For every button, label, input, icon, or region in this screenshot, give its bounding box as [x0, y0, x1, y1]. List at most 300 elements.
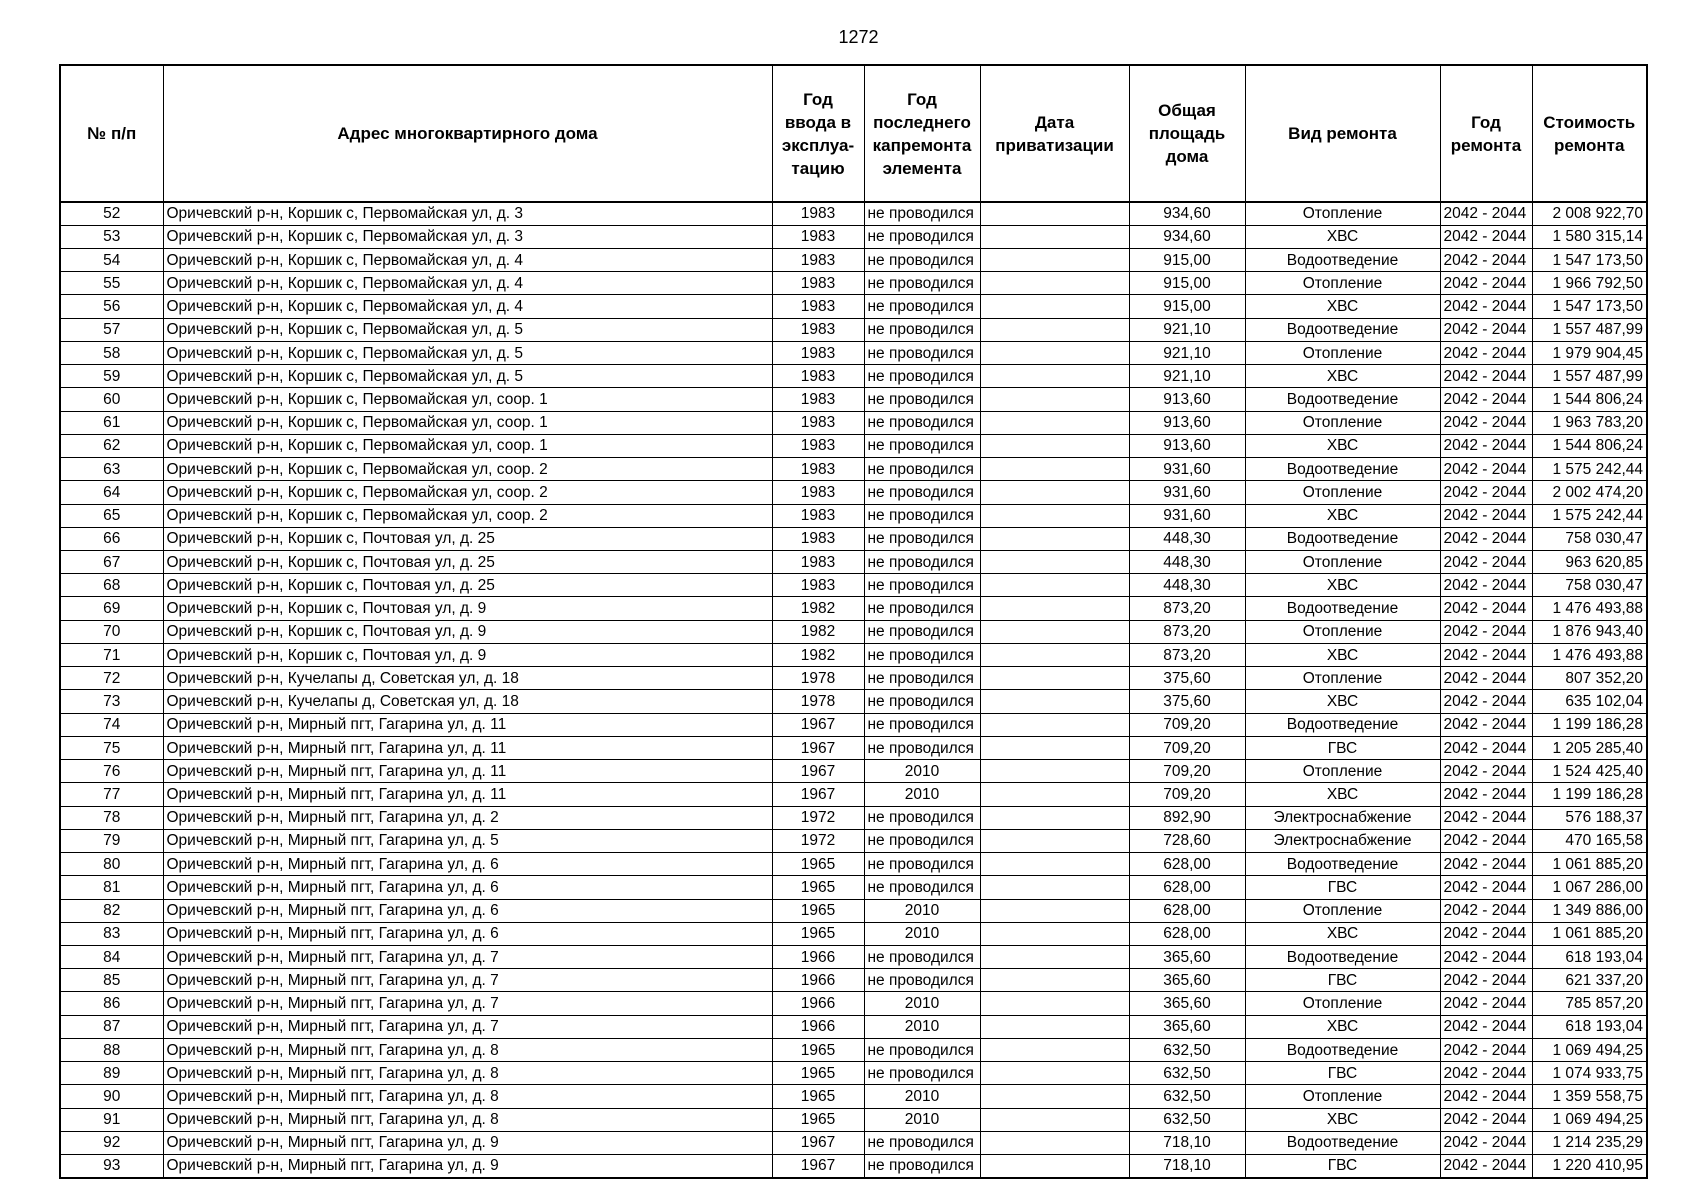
cell-cost: 576 188,37: [1532, 806, 1647, 829]
cell-last-overhaul: не проводился: [864, 388, 980, 411]
table-row: [60, 1108, 1647, 1131]
table-row: [60, 202, 1647, 225]
header-address: Адрес многоквартирного дома: [163, 65, 772, 202]
cell-repair-year: 2042 - 2044: [1440, 667, 1532, 690]
cell-year-built: 1967: [772, 783, 864, 806]
cell-repair-year: 2042 - 2044: [1440, 597, 1532, 620]
cell-last-overhaul: не проводился: [864, 969, 980, 992]
cell-cost: 618 193,04: [1532, 946, 1647, 969]
cell-last-overhaul: не проводился: [864, 411, 980, 434]
cell-repair-type: ХВС: [1245, 295, 1440, 318]
cell-last-overhaul: не проводился: [864, 551, 980, 574]
cell-repair-year: 2042 - 2044: [1440, 806, 1532, 829]
cell-last-overhaul: не проводился: [864, 643, 980, 666]
cell-year-built: 1983: [772, 272, 864, 295]
cell-repair-type: Отопление: [1245, 667, 1440, 690]
cell-area: 628,00: [1129, 853, 1245, 876]
cell-cost: 1 476 493,88: [1532, 643, 1647, 666]
cell-area: 448,30: [1129, 527, 1245, 550]
cell-last-overhaul: 2010: [864, 992, 980, 1015]
cell-repair-type: Отопление: [1245, 341, 1440, 364]
cell-repair-year: 2042 - 2044: [1440, 1155, 1532, 1178]
cell-repair-type: Водоотведение: [1245, 853, 1440, 876]
cell-cost: 1 544 806,24: [1532, 434, 1647, 457]
cell-year-built: 1983: [772, 434, 864, 457]
cell-repair-year: 2042 - 2044: [1440, 295, 1532, 318]
cell-cost: 1 876 943,40: [1532, 620, 1647, 643]
cell-num: 53: [60, 225, 163, 248]
cell-address: Оричевский р-н, Мирный пгт, Гагарина ул, д. 11: [163, 736, 772, 759]
cell-num: 71: [60, 643, 163, 666]
cell-last-overhaul: 2010: [864, 899, 980, 922]
cell-privatization: [980, 225, 1129, 248]
cell-cost: 1 557 487,99: [1532, 318, 1647, 341]
cell-repair-type: ХВС: [1245, 365, 1440, 388]
cell-num: 84: [60, 946, 163, 969]
cell-last-overhaul: не проводился: [864, 876, 980, 899]
table-row: [60, 946, 1647, 969]
cell-address: Оричевский р-н, Мирный пгт, Гагарина ул, д. 5: [163, 829, 772, 852]
cell-area: 921,10: [1129, 318, 1245, 341]
table-row: [60, 1131, 1647, 1154]
cell-cost: 1 963 783,20: [1532, 411, 1647, 434]
cell-cost: 1 979 904,45: [1532, 341, 1647, 364]
cell-address: Оричевский р-н, Мирный пгт, Гагарина ул, д. 7: [163, 992, 772, 1015]
cell-num: 58: [60, 341, 163, 364]
cell-num: 57: [60, 318, 163, 341]
table-row: [60, 992, 1647, 1015]
cell-num: 70: [60, 620, 163, 643]
cell-cost: 1 069 494,25: [1532, 1108, 1647, 1131]
cell-privatization: [980, 946, 1129, 969]
cell-address: Оричевский р-н, Мирный пгт, Гагарина ул, д. 6: [163, 876, 772, 899]
table-body: [60, 202, 1647, 1178]
cell-privatization: [980, 736, 1129, 759]
cell-address: Оричевский р-н, Мирный пгт, Гагарина ул, д. 6: [163, 899, 772, 922]
cell-area: 873,20: [1129, 620, 1245, 643]
cell-address: Оричевский р-н, Коршик с, Первомайская ул, д. 3: [163, 202, 772, 225]
cell-privatization: [980, 829, 1129, 852]
cell-num: 67: [60, 551, 163, 574]
cell-cost: 1 580 315,14: [1532, 225, 1647, 248]
cell-area: 365,60: [1129, 946, 1245, 969]
cell-area: 365,60: [1129, 992, 1245, 1015]
cell-num: 88: [60, 1038, 163, 1061]
cell-repair-year: 2042 - 2044: [1440, 969, 1532, 992]
cell-year-built: 1966: [772, 969, 864, 992]
cell-privatization: [980, 434, 1129, 457]
cell-address: Оричевский р-н, Коршик с, Первомайская ул, д. 5: [163, 318, 772, 341]
cell-area: 892,90: [1129, 806, 1245, 829]
table-row: [60, 922, 1647, 945]
cell-repair-type: Отопление: [1245, 551, 1440, 574]
table-row: [60, 458, 1647, 481]
cell-area: 628,00: [1129, 876, 1245, 899]
cell-last-overhaul: не проводился: [864, 458, 980, 481]
cell-repair-type: ГВС: [1245, 1155, 1440, 1178]
cell-num: 69: [60, 597, 163, 620]
cell-repair-type: ХВС: [1245, 434, 1440, 457]
cell-repair-type: Водоотведение: [1245, 946, 1440, 969]
cell-num: 56: [60, 295, 163, 318]
cell-address: Оричевский р-н, Мирный пгт, Гагарина ул, д. 7: [163, 969, 772, 992]
cell-address: Оричевский р-н, Коршик с, Первомайская ул, соор. 2: [163, 504, 772, 527]
cell-area: 913,60: [1129, 411, 1245, 434]
cell-area: 448,30: [1129, 551, 1245, 574]
cell-num: 74: [60, 713, 163, 736]
cell-year-built: 1966: [772, 1015, 864, 1038]
cell-last-overhaul: не проводился: [864, 829, 980, 852]
cell-area: 709,20: [1129, 713, 1245, 736]
cell-privatization: [980, 1108, 1129, 1131]
cell-privatization: [980, 1038, 1129, 1061]
cell-address: Оричевский р-н, Мирный пгт, Гагарина ул, д. 9: [163, 1131, 772, 1154]
cell-year-built: 1983: [772, 388, 864, 411]
cell-area: 931,60: [1129, 458, 1245, 481]
cell-address: Оричевский р-н, Коршик с, Первомайская ул, д. 4: [163, 248, 772, 271]
cell-num: 65: [60, 504, 163, 527]
cell-address: Оричевский р-н, Коршик с, Первомайская ул, д. 5: [163, 341, 772, 364]
cell-year-built: 1982: [772, 643, 864, 666]
cell-num: 82: [60, 899, 163, 922]
cell-repair-type: ХВС: [1245, 1015, 1440, 1038]
repair-plan-table: [59, 64, 1648, 1179]
table-row: [60, 713, 1647, 736]
cell-cost: 1 214 235,29: [1532, 1131, 1647, 1154]
cell-year-built: 1983: [772, 504, 864, 527]
cell-repair-type: ХВС: [1245, 690, 1440, 713]
cell-privatization: [980, 922, 1129, 945]
table-row: [60, 504, 1647, 527]
cell-area: 632,50: [1129, 1062, 1245, 1085]
cell-cost: 1 476 493,88: [1532, 597, 1647, 620]
cell-last-overhaul: не проводился: [864, 1062, 980, 1085]
cell-repair-type: Отопление: [1245, 202, 1440, 225]
cell-repair-year: 2042 - 2044: [1440, 1038, 1532, 1061]
cell-repair-year: 2042 - 2044: [1440, 411, 1532, 434]
cell-last-overhaul: не проводился: [864, 365, 980, 388]
cell-privatization: [980, 481, 1129, 504]
cell-last-overhaul: не проводился: [864, 1131, 980, 1154]
cell-area: 632,50: [1129, 1038, 1245, 1061]
cell-year-built: 1967: [772, 1131, 864, 1154]
cell-privatization: [980, 667, 1129, 690]
table-row: [60, 1085, 1647, 1108]
cell-area: 934,60: [1129, 202, 1245, 225]
cell-address: Оричевский р-н, Мирный пгт, Гагарина ул, д. 8: [163, 1062, 772, 1085]
cell-last-overhaul: не проводился: [864, 946, 980, 969]
cell-year-built: 1983: [772, 341, 864, 364]
cell-num: 89: [60, 1062, 163, 1085]
cell-repair-type: ГВС: [1245, 876, 1440, 899]
cell-cost: 758 030,47: [1532, 574, 1647, 597]
cell-year-built: 1983: [772, 365, 864, 388]
cell-repair-year: 2042 - 2044: [1440, 527, 1532, 550]
cell-last-overhaul: не проводился: [864, 620, 980, 643]
cell-repair-year: 2042 - 2044: [1440, 388, 1532, 411]
cell-repair-type: Водоотведение: [1245, 1038, 1440, 1061]
cell-year-built: 1967: [772, 1155, 864, 1178]
cell-area: 915,00: [1129, 248, 1245, 271]
cell-last-overhaul: не проводился: [864, 272, 980, 295]
cell-last-overhaul: 2010: [864, 783, 980, 806]
cell-last-overhaul: не проводился: [864, 597, 980, 620]
cell-privatization: [980, 527, 1129, 550]
cell-num: 77: [60, 783, 163, 806]
cell-repair-year: 2042 - 2044: [1440, 365, 1532, 388]
cell-year-built: 1965: [772, 1085, 864, 1108]
cell-year-built: 1983: [772, 295, 864, 318]
cell-area: 921,10: [1129, 341, 1245, 364]
cell-repair-year: 2042 - 2044: [1440, 760, 1532, 783]
table-row: [60, 690, 1647, 713]
cell-year-built: 1972: [772, 806, 864, 829]
cell-privatization: [980, 1015, 1129, 1038]
cell-address: Оричевский р-н, Коршик с, Первомайская ул, д. 4: [163, 272, 772, 295]
cell-num: 72: [60, 667, 163, 690]
cell-cost: 2 008 922,70: [1532, 202, 1647, 225]
cell-repair-year: 2042 - 2044: [1440, 318, 1532, 341]
cell-last-overhaul: не проводился: [864, 504, 980, 527]
cell-area: 709,20: [1129, 760, 1245, 783]
cell-privatization: [980, 1085, 1129, 1108]
cell-privatization: [980, 341, 1129, 364]
cell-year-built: 1982: [772, 620, 864, 643]
cell-address: Оричевский р-н, Мирный пгт, Гагарина ул, д. 11: [163, 783, 772, 806]
cell-last-overhaul: 2010: [864, 1015, 980, 1038]
cell-cost: 1 557 487,99: [1532, 365, 1647, 388]
cell-year-built: 1965: [772, 1108, 864, 1131]
cell-year-built: 1972: [772, 829, 864, 852]
table-row: [60, 411, 1647, 434]
cell-area: 632,50: [1129, 1085, 1245, 1108]
cell-num: 52: [60, 202, 163, 225]
cell-cost: 785 857,20: [1532, 992, 1647, 1015]
cell-area: 632,50: [1129, 1108, 1245, 1131]
cell-year-built: 1965: [772, 876, 864, 899]
cell-year-built: 1965: [772, 1038, 864, 1061]
cell-area: 628,00: [1129, 922, 1245, 945]
cell-num: 64: [60, 481, 163, 504]
page-number: 1272: [838, 27, 879, 47]
cell-num: 76: [60, 760, 163, 783]
cell-repair-year: 2042 - 2044: [1440, 992, 1532, 1015]
cell-cost: 1 575 242,44: [1532, 504, 1647, 527]
cell-year-built: 1983: [772, 458, 864, 481]
cell-repair-type: Отопление: [1245, 620, 1440, 643]
cell-repair-year: 2042 - 2044: [1440, 1015, 1532, 1038]
cell-last-overhaul: не проводился: [864, 667, 980, 690]
cell-cost: 470 165,58: [1532, 829, 1647, 852]
cell-repair-year: 2042 - 2044: [1440, 620, 1532, 643]
table-row: [60, 829, 1647, 852]
cell-repair-year: 2042 - 2044: [1440, 643, 1532, 666]
cell-cost: 1 544 806,24: [1532, 388, 1647, 411]
cell-privatization: [980, 969, 1129, 992]
table-row: [60, 272, 1647, 295]
cell-cost: 1 067 286,00: [1532, 876, 1647, 899]
cell-repair-year: 2042 - 2044: [1440, 876, 1532, 899]
cell-year-built: 1965: [772, 899, 864, 922]
cell-repair-type: Электроснабжение: [1245, 806, 1440, 829]
cell-cost: 1 547 173,50: [1532, 248, 1647, 271]
cell-area: 931,60: [1129, 504, 1245, 527]
cell-address: Оричевский р-н, Коршик с, Почтовая ул, д. 9: [163, 597, 772, 620]
cell-privatization: [980, 248, 1129, 271]
cell-last-overhaul: не проводился: [864, 853, 980, 876]
cell-num: 66: [60, 527, 163, 550]
cell-repair-type: Отопление: [1245, 992, 1440, 1015]
cell-num: 73: [60, 690, 163, 713]
cell-num: 62: [60, 434, 163, 457]
cell-address: Оричевский р-н, Мирный пгт, Гагарина ул, д. 6: [163, 922, 772, 945]
cell-address: Оричевский р-н, Коршик с, Почтовая ул, д. 25: [163, 574, 772, 597]
cell-last-overhaul: не проводился: [864, 318, 980, 341]
table-row: [60, 736, 1647, 759]
cell-privatization: [980, 318, 1129, 341]
cell-repair-year: 2042 - 2044: [1440, 434, 1532, 457]
cell-last-overhaul: 2010: [864, 760, 980, 783]
cell-repair-year: 2042 - 2044: [1440, 551, 1532, 574]
cell-year-built: 1983: [772, 411, 864, 434]
cell-last-overhaul: 2010: [864, 1085, 980, 1108]
cell-area: 709,20: [1129, 783, 1245, 806]
cell-num: 83: [60, 922, 163, 945]
cell-num: 75: [60, 736, 163, 759]
cell-num: 86: [60, 992, 163, 1015]
table-row: [60, 667, 1647, 690]
cell-num: 78: [60, 806, 163, 829]
cell-privatization: [980, 783, 1129, 806]
cell-year-built: 1983: [772, 225, 864, 248]
cell-address: Оричевский р-н, Коршик с, Первомайская ул, д. 5: [163, 365, 772, 388]
cell-cost: 1 524 425,40: [1532, 760, 1647, 783]
cell-year-built: 1978: [772, 667, 864, 690]
cell-num: 55: [60, 272, 163, 295]
table-row: [60, 969, 1647, 992]
cell-year-built: 1966: [772, 946, 864, 969]
cell-num: 87: [60, 1015, 163, 1038]
cell-address: Оричевский р-н, Мирный пгт, Гагарина ул, д. 7: [163, 946, 772, 969]
cell-cost: 807 352,20: [1532, 667, 1647, 690]
cell-area: 915,00: [1129, 272, 1245, 295]
cell-last-overhaul: не проводился: [864, 341, 980, 364]
cell-repair-type: ХВС: [1245, 643, 1440, 666]
cell-last-overhaul: не проводился: [864, 225, 980, 248]
cell-cost: 1 359 558,75: [1532, 1085, 1647, 1108]
header-repair-type: Вид ремонта: [1245, 65, 1440, 202]
cell-last-overhaul: 2010: [864, 922, 980, 945]
cell-privatization: [980, 1131, 1129, 1154]
cell-cost: 1 069 494,25: [1532, 1038, 1647, 1061]
cell-year-built: 1983: [772, 318, 864, 341]
cell-area: 934,60: [1129, 225, 1245, 248]
cell-privatization: [980, 620, 1129, 643]
cell-repair-type: ХВС: [1245, 225, 1440, 248]
cell-repair-year: 2042 - 2044: [1440, 458, 1532, 481]
cell-repair-year: 2042 - 2044: [1440, 922, 1532, 945]
cell-privatization: [980, 876, 1129, 899]
header-year-built: Год ввода в эксплуа-тацию: [772, 65, 864, 202]
cell-privatization: [980, 411, 1129, 434]
cell-privatization: [980, 597, 1129, 620]
cell-cost: 2 002 474,20: [1532, 481, 1647, 504]
cell-repair-type: ХВС: [1245, 783, 1440, 806]
cell-privatization: [980, 713, 1129, 736]
cell-privatization: [980, 690, 1129, 713]
cell-num: 92: [60, 1131, 163, 1154]
cell-repair-year: 2042 - 2044: [1440, 829, 1532, 852]
cell-year-built: 1965: [772, 853, 864, 876]
cell-last-overhaul: не проводился: [864, 1038, 980, 1061]
table-row: [60, 481, 1647, 504]
cell-cost: 1 199 186,28: [1532, 783, 1647, 806]
cell-repair-year: 2042 - 2044: [1440, 1131, 1532, 1154]
cell-last-overhaul: 2010: [864, 1108, 980, 1131]
cell-area: 728,60: [1129, 829, 1245, 852]
cell-address: Оричевский р-н, Кучелапы д, Советская ул, д. 18: [163, 667, 772, 690]
cell-address: Оричевский р-н, Мирный пгт, Гагарина ул, д. 9: [163, 1155, 772, 1178]
cell-last-overhaul: не проводился: [864, 527, 980, 550]
cell-repair-year: 2042 - 2044: [1440, 1085, 1532, 1108]
cell-area: 365,60: [1129, 969, 1245, 992]
cell-last-overhaul: не проводился: [864, 574, 980, 597]
cell-address: Оричевский р-н, Коршик с, Первомайская ул, соор. 1: [163, 434, 772, 457]
cell-repair-type: Отопление: [1245, 272, 1440, 295]
cell-year-built: 1966: [772, 992, 864, 1015]
cell-cost: 1 575 242,44: [1532, 458, 1647, 481]
cell-area: 931,60: [1129, 481, 1245, 504]
cell-area: 873,20: [1129, 597, 1245, 620]
cell-repair-type: Водоотведение: [1245, 458, 1440, 481]
cell-last-overhaul: не проводился: [864, 481, 980, 504]
cell-area: 718,10: [1129, 1131, 1245, 1154]
cell-last-overhaul: не проводился: [864, 1155, 980, 1178]
cell-area: 375,60: [1129, 667, 1245, 690]
cell-area: 709,20: [1129, 736, 1245, 759]
header-privatization: Дата приватизации: [980, 65, 1129, 202]
cell-area: 913,60: [1129, 434, 1245, 457]
table-row: [60, 899, 1647, 922]
cell-repair-type: Водоотведение: [1245, 527, 1440, 550]
cell-privatization: [980, 760, 1129, 783]
cell-cost: 1 220 410,95: [1532, 1155, 1647, 1178]
cell-year-built: 1983: [772, 574, 864, 597]
cell-num: 80: [60, 853, 163, 876]
cell-area: 913,60: [1129, 388, 1245, 411]
cell-privatization: [980, 388, 1129, 411]
cell-repair-type: Отопление: [1245, 899, 1440, 922]
cell-cost: 635 102,04: [1532, 690, 1647, 713]
table-row: [60, 318, 1647, 341]
cell-cost: 1 349 886,00: [1532, 899, 1647, 922]
cell-privatization: [980, 551, 1129, 574]
cell-year-built: 1983: [772, 551, 864, 574]
cell-repair-year: 2042 - 2044: [1440, 946, 1532, 969]
cell-privatization: [980, 295, 1129, 318]
table-row: [60, 876, 1647, 899]
cell-privatization: [980, 504, 1129, 527]
cell-repair-type: Отопление: [1245, 1085, 1440, 1108]
cell-address: Оричевский р-н, Коршик с, Первомайская ул, соор. 1: [163, 411, 772, 434]
cell-year-built: 1967: [772, 760, 864, 783]
cell-repair-type: Водоотведение: [1245, 713, 1440, 736]
cell-address: Оричевский р-н, Мирный пгт, Гагарина ул, д. 11: [163, 760, 772, 783]
cell-year-built: 1978: [772, 690, 864, 713]
cell-num: 68: [60, 574, 163, 597]
cell-last-overhaul: не проводился: [864, 736, 980, 759]
cell-address: Оричевский р-н, Коршик с, Первомайская ул, д. 4: [163, 295, 772, 318]
